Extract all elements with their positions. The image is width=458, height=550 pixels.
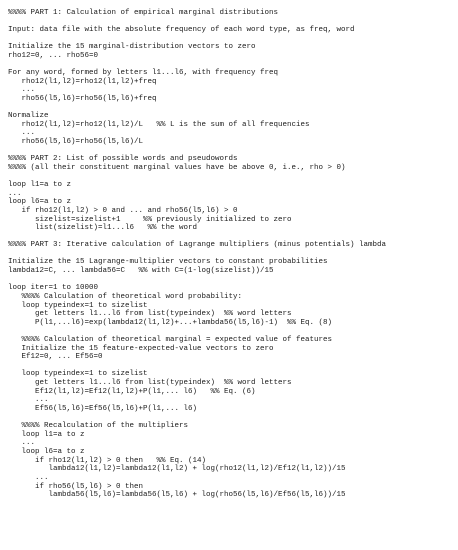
code-line: ... (8, 86, 36, 95)
blank-line (8, 104, 454, 113)
code-line: lambda12(l1,l2)=lambda12(l1,l2) + log(rho12(l1,l2)/Ef12(l1,l2))/15 (8, 465, 346, 474)
code-line: Ef56(l5,l6)=Ef56(l5,l6)+P(l1,... l6) (8, 404, 198, 413)
code-line: list(sizelist)=l1...l6 %% the word (8, 224, 198, 233)
code-line: ... (8, 473, 49, 482)
code-line: Initialize the 15 feature-expected-value vectors to zero (8, 344, 274, 353)
comment-line: %%%% Calculation of theoretical marginal = expected value of features (8, 335, 333, 344)
code-line: Initialize the 15 marginal-distribution vectors to zero (8, 43, 256, 52)
code-line: sizelist=sizelist+1 %% previously initialized to zero (8, 215, 292, 224)
code-line: Normalize (8, 112, 49, 121)
code-line: Ef12=0, ... Ef56=0 (8, 353, 103, 362)
code-line: rho56(l5,l6)=rho56(l5,l6)+freq (8, 94, 157, 103)
code-line: For any word, formed by letters l1...l6, with frequency freq (8, 69, 279, 78)
code-line: if rho56(l5,l6) > 0 then (8, 482, 144, 491)
comment-line: %%%% PART 2: List of possible words and pseudowords (8, 155, 238, 164)
pseudocode-listing (8, 9, 454, 500)
code-line: loop l1=a to z (8, 180, 72, 189)
code-line: ... (8, 129, 36, 138)
code-line: lambda56(l5,l6)=lambda56(l5,l6) + log(rho56(l5,l6)/Ef56(l5,l6))/15 (8, 491, 346, 500)
comment-line: %%%% PART 1: Calculation of empirical marginal distributions (8, 9, 279, 17)
code-line: ... (8, 396, 49, 405)
code-line: ... (8, 189, 22, 198)
code-line: lambda12=C, ... lambda56=C %% with C=(1-log(sizelist))/15 (8, 267, 274, 276)
code-line: Ef12(l1,l2)=Ef12(l1,l2)+P(l1,... l6) %% Eq. (6) (8, 387, 256, 396)
blank-line (8, 276, 454, 285)
blank-line (8, 18, 454, 27)
code-line: loop l6=a to z (8, 198, 72, 207)
code-line: Initialize the 15 Lagrange-multiplier vectors to constant probabilities (8, 258, 328, 267)
code-line: rho12(l1,l2)=rho12(l1,l2)/L %% L is the sum of all frequencies (8, 120, 310, 129)
code-line: ... (8, 439, 36, 448)
code-line: loop typeindex=1 to sizelist (8, 370, 148, 379)
code-line: loop iter=1 to 10000 (8, 284, 99, 293)
blank-line (8, 250, 454, 259)
code-line: rho12=0, ... rho56=0 (8, 51, 99, 60)
blank-line (8, 61, 454, 70)
code-line: get letters l1...l6 from list(typeindex) %% word letters (8, 379, 292, 387)
code-line: Input: data file with the absolute frequency of each word type, as freq, word (8, 26, 355, 35)
blank-line (8, 233, 454, 242)
blank-line (8, 147, 454, 156)
blank-line (8, 414, 454, 423)
code-line: P(l1,...l6)=exp(lambda12(l1,l2)+...+lambda56(l5,l6)-1) %% Eq. (8) (8, 318, 333, 327)
code-line: get letters l1...l6 from list(typeindex) %% word letters (8, 310, 292, 319)
comment-line: %%%% PART 3: Iterative calculation of Lagrange multipliers (minus potentials) lambda (8, 241, 387, 250)
blank-line (8, 172, 454, 181)
code-line: if rho12(l1,l2) > 0 then %% Eq. (14) (8, 456, 207, 465)
code-line: rho12(l1,l2)=rho12(l1,l2)+freq (8, 77, 157, 86)
blank-line (8, 327, 454, 336)
code-line: if rho12(l1,l2) > 0 and ... and rho56(l5,l6) > 0 (8, 206, 238, 215)
blank-line (8, 362, 454, 371)
code-line: loop l6=a to z (8, 447, 85, 456)
blank-line (8, 35, 454, 44)
code-line: rho56(l5,l6)=rho56(l5,l6)/L (8, 138, 144, 147)
code-line: loop l1=a to z (8, 430, 85, 439)
code-line: loop typeindex=1 to sizelist (8, 301, 148, 310)
comment-line: %%%% (all their constituent marginal values have be above 0, i.e., rho > 0) (8, 163, 346, 172)
comment-line: %%%% Calculation of theoretical word probability: (8, 292, 243, 301)
comment-line: %%%% Recalculation of the multipliers (8, 422, 189, 431)
